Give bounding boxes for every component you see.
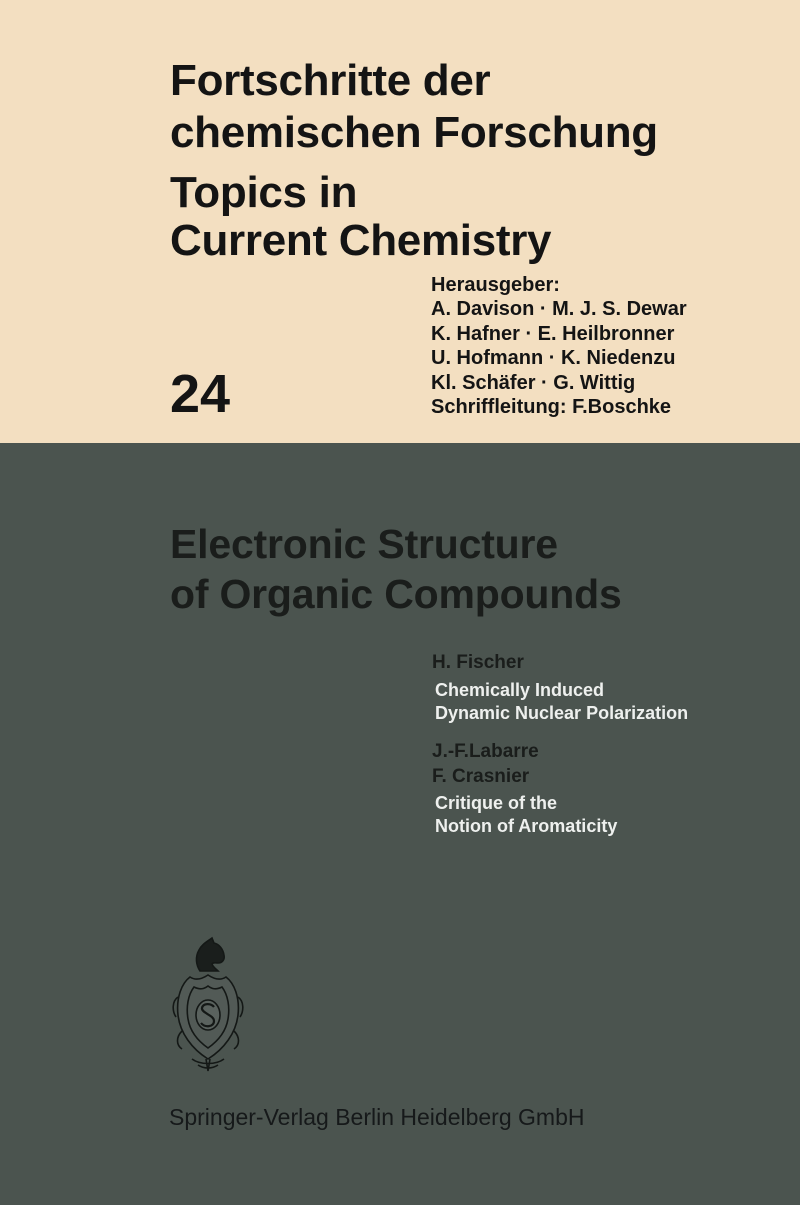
editor-line: K. Hafner · E. Heilbronner (431, 323, 675, 345)
editor-line: U. Hofmann · K. Niedenzu (431, 347, 676, 369)
publisher-name: Springer-Verlag Berlin Heidelberg GmbH (169, 1104, 585, 1130)
springer-chess-knight-crest-icon (168, 935, 248, 1073)
series-title-line-3: Topics in (170, 168, 358, 217)
editor-line: Schriffleitung: F.Boschke (431, 396, 672, 418)
editor-line: A. Davison · M. J. S. Dewar (431, 298, 687, 320)
contribution-author: J.-F.Labarre (432, 741, 539, 762)
contribution-title: Chemically Induced (435, 680, 605, 700)
volume-number: 24 (170, 364, 231, 424)
contribution-author: H. Fischer (432, 652, 524, 673)
contribution-author: F. Crasnier (432, 766, 530, 787)
contribution-title: Dynamic Nuclear Polarization (435, 703, 689, 723)
editor-line: Kl. Schäfer · G. Wittig (431, 372, 636, 394)
series-title-line-4: Current Chemistry (170, 216, 552, 265)
contribution-title: Critique of the (435, 793, 557, 813)
contribution-title: Notion of Aromaticity (435, 816, 618, 836)
book-title-line-2: of Organic Compounds (170, 571, 622, 617)
series-title-line-2: chemischen Forschung (170, 108, 658, 157)
series-title-line-1: Fortschritte der (170, 56, 491, 105)
cover-top-panel (0, 0, 800, 443)
book-title-line-1: Electronic Structure (170, 521, 558, 567)
editors-heading: Herausgeber: (431, 274, 560, 296)
